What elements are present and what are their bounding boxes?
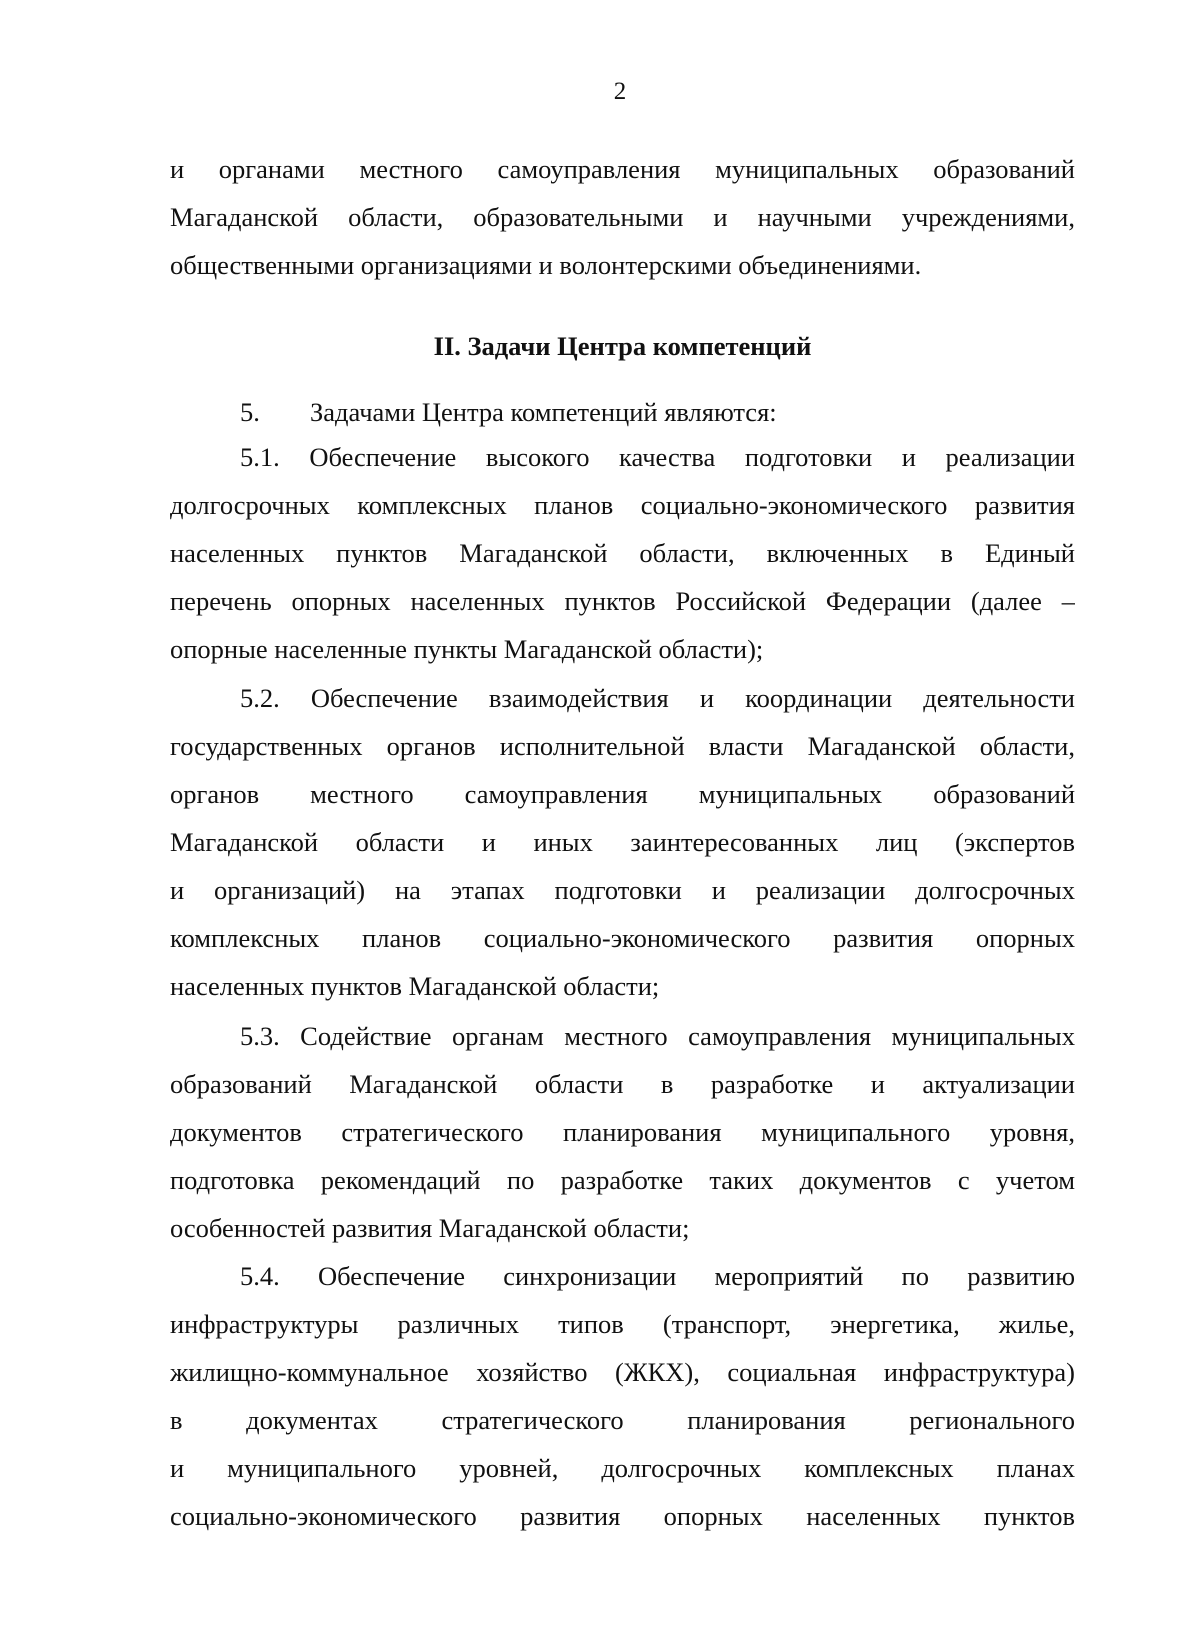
intro-paragraph bbox=[170, 145, 1075, 289]
item-5 bbox=[240, 388, 777, 436]
text-line: Магаданской области и иных заинтересованных лиц (экспертов bbox=[170, 827, 1075, 857]
item-5-number: 5. bbox=[240, 397, 260, 427]
text-line: 5.1. Обеспечение высокого качества подготовки и реализации bbox=[240, 442, 1075, 472]
text-line: населенных пунктов Магаданской области, включенных в Единый bbox=[170, 538, 1075, 568]
text-line: перечень опорных населенных пунктов Российской Федерации (далее – bbox=[170, 586, 1075, 616]
text-line: жилищно-коммунальное хозяйство (ЖКХ), социальная инфраструктура) bbox=[170, 1357, 1075, 1387]
text-line: и органами местного самоуправления муниципальных образований bbox=[170, 154, 1075, 184]
text-line: социально-экономического развития опорных населенных пунктов bbox=[170, 1501, 1075, 1531]
text-line: органов местного самоуправления муниципальных образований bbox=[170, 779, 1075, 809]
page-number: 2 bbox=[613, 78, 627, 105]
text-line: опорные населенные пункты Магаданской области); bbox=[170, 634, 764, 664]
section-heading: II. Задачи Центра компетенций bbox=[433, 331, 812, 361]
text-line: документов стратегического планирования муниципального уровня, bbox=[170, 1117, 1075, 1147]
text-line: общественными организациями и волонтерскими объединениями. bbox=[170, 250, 922, 280]
text-line: Магаданской области, образовательными и научными учреждениями, bbox=[170, 202, 1075, 232]
text-line: в документах стратегического планирования регионального bbox=[170, 1405, 1075, 1435]
text-line: и муниципального уровней, долгосрочных комплексных планах bbox=[170, 1453, 1075, 1483]
text-line: 5.3. Содействие органам местного самоуправления муниципальных bbox=[240, 1021, 1075, 1051]
text-line: государственных органов исполнительной власти Магаданской области, bbox=[170, 731, 1075, 761]
text-line: населенных пунктов Магаданской области; bbox=[170, 971, 660, 1001]
paragraph-5-2 bbox=[170, 674, 1075, 1010]
text-line: и организаций) на этапах подготовки и реализации долгосрочных bbox=[170, 875, 1075, 905]
text-line: инфраструктуры различных типов (транспорт, энергетика, жилье, bbox=[170, 1309, 1075, 1339]
paragraph-5-1 bbox=[170, 433, 1075, 673]
item-5-text: Задачами Центра компетенций являются: bbox=[310, 397, 777, 427]
text-line: 5.4. Обеспечение синхронизации мероприятий по развитию bbox=[240, 1261, 1075, 1291]
text-line: 5.2. Обеспечение взаимодействия и координации деятельности bbox=[240, 683, 1075, 713]
text-line: подготовка рекомендаций по разработке таких документов с учетом bbox=[170, 1165, 1075, 1195]
paragraph-5-4 bbox=[170, 1252, 1075, 1540]
paragraph-5-3 bbox=[170, 1012, 1075, 1252]
text-line: особенностей развития Магаданской области; bbox=[170, 1213, 690, 1243]
text-line: комплексных планов социально-экономического развития опорных bbox=[170, 923, 1075, 953]
text-line: долгосрочных комплексных планов социально-экономического развития bbox=[170, 490, 1075, 520]
text-line: образований Магаданской области в разработке и актуализации bbox=[170, 1069, 1075, 1099]
